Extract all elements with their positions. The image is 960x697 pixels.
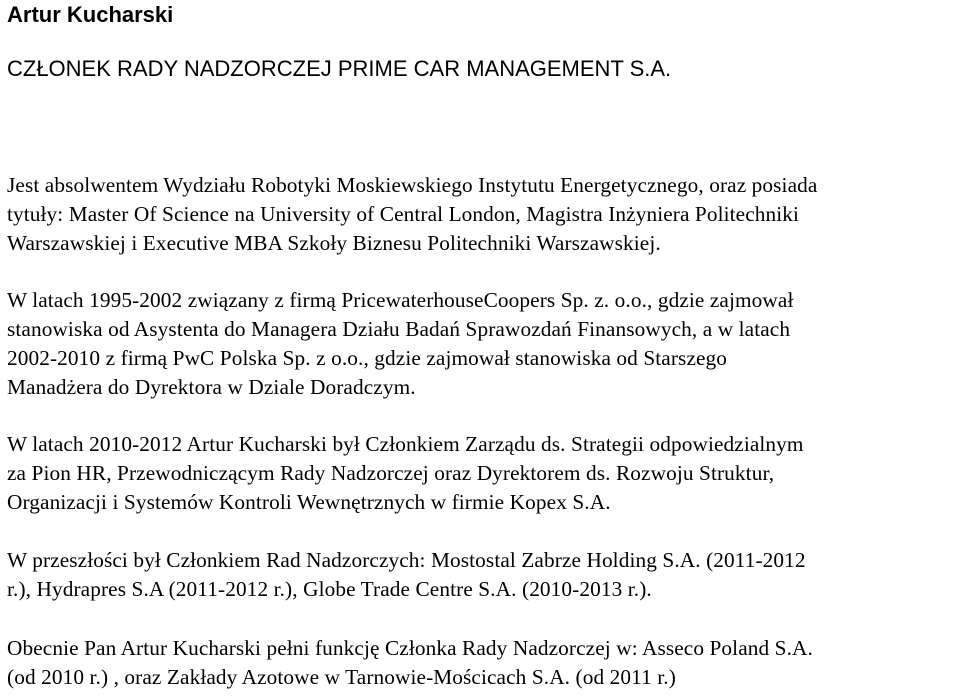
paragraph-line: W latach 2010-2012 Artur Kucharski był Członkiem Zarządu ds. Strategii odpowiedzialnym	[7, 432, 804, 456]
paragraph-line: Manadżera do Dyrektora w Dziale Doradczym.	[7, 375, 416, 399]
paragraph-line: Obecnie Pan Artur Kucharski pełni funkcję Członka Rady Nadzorczej w: Asseco Poland S.A.	[7, 636, 813, 660]
paragraph-line: stanowiska od Asystenta do Managera Działu Badań Sprawozdań Finansowych, a w latach	[7, 317, 791, 341]
current-boards-paragraph	[7, 634, 957, 692]
education-paragraph	[7, 171, 957, 258]
paragraph-line: Jest absolwentem Wydziału Robotyki Moskiewskiego Instytutu Energetycznego, oraz posiada	[7, 173, 818, 197]
paragraph-line: r.), Hydrapres S.A (2011-2012 r.), Globe Trade Centre S.A. (2010-2013 r.).	[7, 577, 652, 601]
paragraph-line: tytuły: Master Of Science na University of Central London, Magistra Inżyniera Politechniki	[7, 202, 800, 226]
paragraph-line: (od 2010 r.) , oraz Zakłady Azotowe w Tarnowie-Mościcach S.A. (od 2011 r.)	[7, 665, 676, 689]
paragraph-line: W przeszłości był Członkiem Rad Nadzorczych: Mostostal Zabrze Holding S.A. (2011-2012	[7, 548, 806, 572]
paragraph-line: W latach 1995-2002 związany z firmą PricewaterhouseCoopers Sp. z. o.o., gdzie zajmował	[7, 288, 794, 312]
paragraph-line: Warszawskiej i Executive MBA Szkoły Biznesu Politechniki Warszawskiej.	[7, 231, 661, 255]
past-boards-paragraph	[7, 546, 957, 604]
kopex-career-paragraph	[7, 430, 957, 517]
paragraph-line: Organizacji i Systemów Kontroli Wewnętrznych w firmie Kopex S.A.	[7, 490, 611, 514]
paragraph-line: 2002-2010 z firmą PwC Polska Sp. z o.o., gdzie zajmował stanowiska od Starszego	[7, 346, 728, 370]
paragraph-line: za Pion HR, Przewodniczącym Rady Nadzorczej oraz Dyrektorem ds. Rozwoju Struktur,	[7, 461, 775, 485]
position-title: CZŁONEK RADY NADZORCZEJ PRIME CAR MANAGEMENT S.A.	[7, 56, 672, 81]
person-name-heading: Artur Kucharski	[7, 2, 174, 27]
pwc-career-paragraph	[7, 286, 957, 402]
